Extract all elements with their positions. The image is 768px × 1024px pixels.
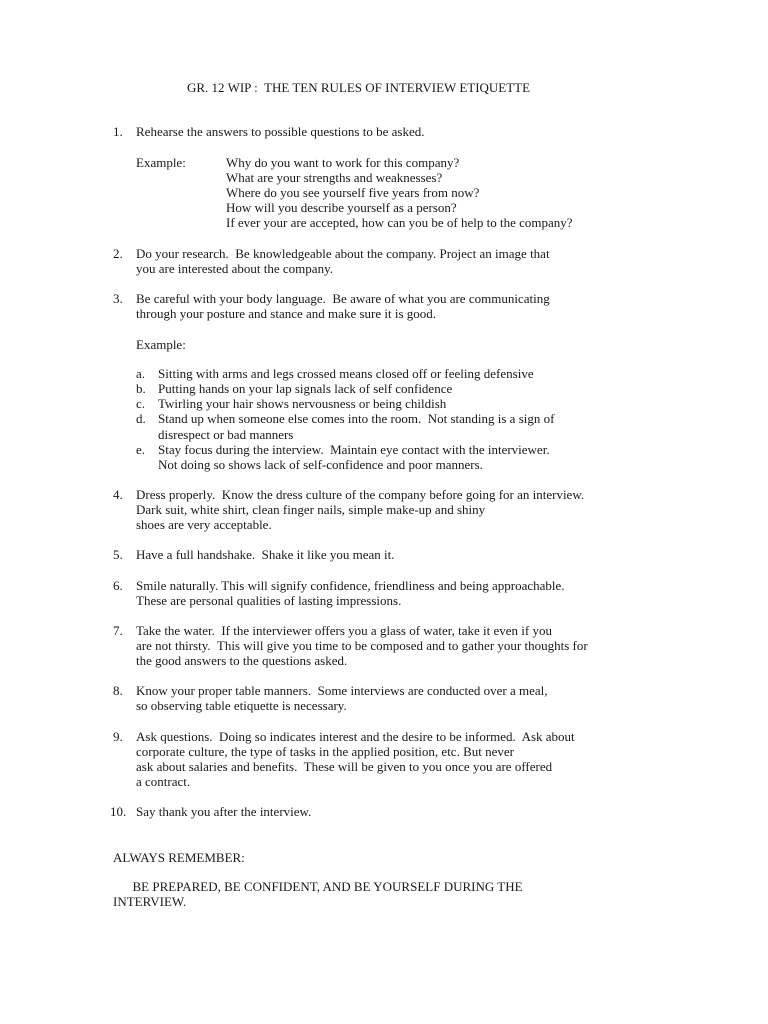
- example-question: If ever your are accepted, how can you be of help to the company?: [226, 215, 573, 230]
- rule-text: Take the water. If the interviewer offers you a glass of water, take it even if you: [136, 623, 552, 638]
- rule-number: 2.: [113, 246, 123, 261]
- rule-text: Smile naturally. This will signify confidence, friendliness and being approachable.: [136, 578, 565, 593]
- example-question: Why do you want to work for this company?: [226, 155, 460, 170]
- rule-text: Say thank you after the interview.: [136, 804, 312, 819]
- closing-text: INTERVIEW.: [113, 894, 187, 909]
- rule-number: 10.: [110, 804, 127, 819]
- example-question: How will you describe yourself as a person?: [226, 200, 457, 215]
- rule-number: 5.: [113, 547, 123, 562]
- rule-text: Ask questions. Doing so indicates interest and the desire to be informed. Ask about: [136, 729, 575, 744]
- example-item-text: Stand up when someone else comes into the room. Not standing is a sign of: [158, 411, 555, 426]
- rule-text: Know your proper table manners. Some interviews are conducted over a meal,: [136, 683, 548, 698]
- closing-text: BE PREPARED, BE CONFIDENT, AND BE YOURSELF DURING THE: [113, 879, 523, 894]
- rule-number: 9.: [113, 729, 123, 744]
- rule-text: Dark suit, white shirt, clean finger nails, simple make-up and shiny: [136, 502, 486, 517]
- rule-number: 7.: [113, 623, 123, 638]
- rule-number: 3.: [113, 291, 123, 306]
- example-question: Where do you see yourself five years from now?: [226, 185, 480, 200]
- rule-number: 4.: [113, 487, 123, 502]
- example-item-letter: b.: [136, 381, 146, 396]
- rule-text: a contract.: [136, 774, 191, 789]
- example-item-text: Twirling your hair shows nervousness or being childish: [158, 396, 447, 411]
- example-item-letter: d.: [136, 411, 146, 426]
- example-item-text: Not doing so shows lack of self-confidence and poor manners.: [158, 457, 483, 472]
- rule-text: you are interested about the company.: [136, 261, 333, 276]
- rule-text: the good answers to the questions asked.: [136, 653, 348, 668]
- rule-text: Have a full handshake. Shake it like you mean it.: [136, 547, 395, 562]
- rule-text: shoes are very acceptable.: [136, 517, 272, 532]
- example-item-letter: e.: [136, 442, 146, 457]
- rule-text: through your posture and stance and make sure it is good.: [136, 306, 437, 321]
- example-item-letter: a.: [136, 366, 146, 381]
- example-question: What are your strengths and weaknesses?: [226, 170, 443, 185]
- rule-text: Be careful with your body language. Be aware of what you are communicating: [136, 291, 550, 306]
- rule-text: Rehearse the answers to possible questions to be asked.: [136, 124, 425, 139]
- rule-text: are not thirsty. This will give you time to be composed and to gather your thoughts for: [136, 638, 588, 653]
- rule-text: so observing table etiquette is necessary.: [136, 698, 347, 713]
- rule-text: These are personal qualities of lasting impressions.: [136, 593, 402, 608]
- example-item-text: Stay focus during the interview. Maintain eye contact with the interviewer.: [158, 442, 550, 457]
- rule-text: Do your research. Be knowledgeable about the company. Project an image that: [136, 246, 550, 261]
- rule-number: 1.: [113, 124, 123, 139]
- example-item-text: disrespect or bad manners: [158, 427, 294, 442]
- rule-number: 6.: [113, 578, 123, 593]
- rule-text: ask about salaries and benefits. These will be given to you once you are offered: [136, 759, 553, 774]
- example-item-letter: c.: [136, 396, 146, 411]
- example-label: Example:: [136, 155, 186, 170]
- rule-number: 8.: [113, 683, 123, 698]
- rule-text: Dress properly. Know the dress culture of the company before going for an interview.: [136, 487, 585, 502]
- document-title: GR. 12 WIP : THE TEN RULES OF INTERVIEW ETIQUETTE: [187, 80, 531, 95]
- example-item-text: Sitting with arms and legs crossed means closed off or feeling defensive: [158, 366, 534, 381]
- example-item-text: Putting hands on your lap signals lack of self confidence: [158, 381, 453, 396]
- example-label: Example:: [136, 337, 186, 352]
- closing-heading: ALWAYS REMEMBER:: [113, 850, 245, 865]
- rule-text: corporate culture, the type of tasks in the applied position, etc. But never: [136, 744, 514, 759]
